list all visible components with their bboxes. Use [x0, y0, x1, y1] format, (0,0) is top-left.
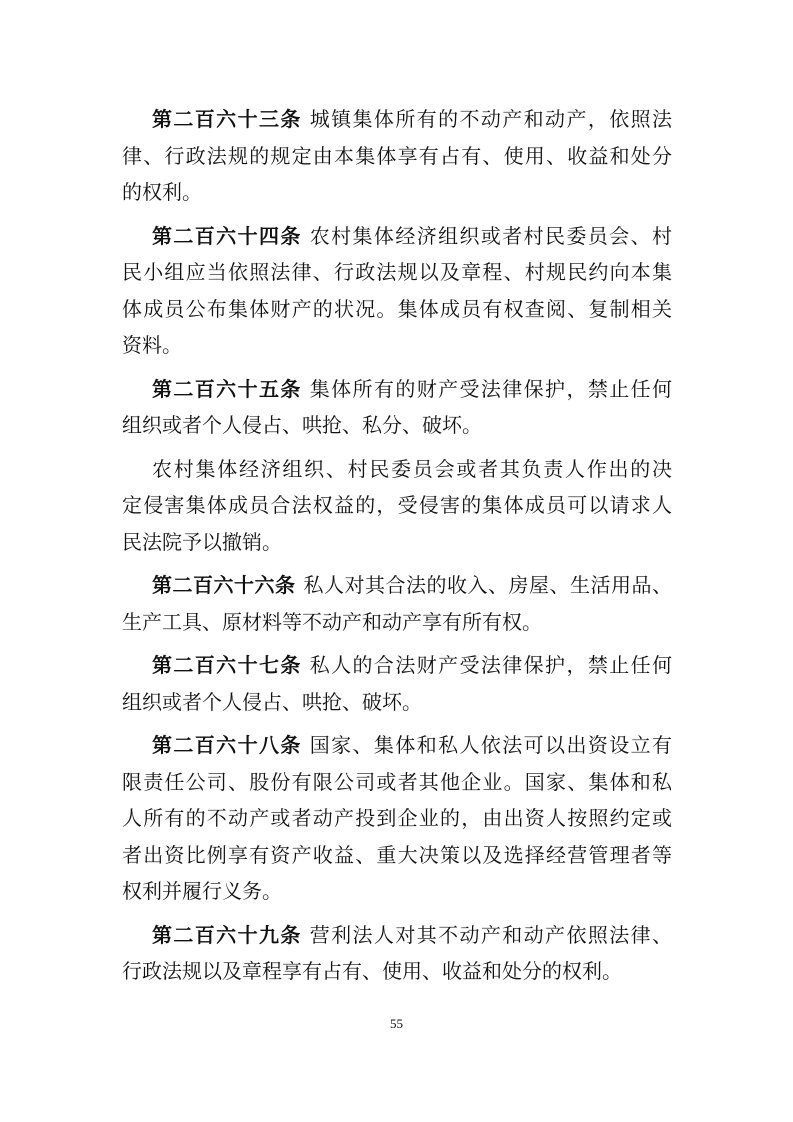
article-heading: 第二百六十五条: [152, 378, 302, 401]
text-line: 人所有的不动产或者动产投到企业的，由出资人按照约定或: [122, 808, 672, 830]
text-line: 行政法规以及章程享有占有、使用、收益和处分的权利。: [122, 961, 622, 983]
text-line: 律、行政法规的规定由本集体享有占有、使用、收益和处分: [122, 145, 672, 168]
page-number: 55: [390, 1016, 403, 1031]
article-first-line: [122, 648, 672, 685]
article-heading: 第二百六十九条: [152, 924, 302, 947]
text-line: 的权利。: [122, 182, 202, 204]
article-first-line: [122, 918, 672, 955]
article-text: 集体所有的财产受法律保护，禁止任何: [309, 378, 672, 401]
article-266: [122, 568, 672, 641]
article-first-line: [122, 728, 672, 765]
article-heading: 第二百六十七条: [152, 655, 302, 677]
paragraph-first-line: 农村集体经济组织、村民委员会或者其负责人作出的决: [152, 458, 672, 481]
text-line: 限责任公司、股份有限公司或者其他企业。国家、集体和私: [122, 771, 672, 794]
text-line: 体成员公布集体财产的状况。集体成员有权查阅、复制相关: [122, 298, 672, 321]
article-text: 营利法人对其不动产和动产依照法律、: [309, 924, 672, 947]
document-body: [122, 102, 672, 991]
text-line: 者出资比例享有资产收益、重大决策以及选择经营管理者等: [122, 844, 672, 867]
article-heading: 第二百六十四条: [152, 225, 302, 248]
article-first-line: [122, 219, 672, 256]
text-line: 资料。: [122, 335, 182, 357]
article-heading: 第二百六十六条: [152, 575, 296, 597]
text-line: 组织或者个人侵占、哄抢、私分、破坏。: [122, 415, 482, 437]
text-line: 生产工具、原材料等不动产和动产享有所有权。: [122, 611, 542, 634]
article-heading: 第二百六十三条: [152, 109, 302, 131]
text-line: 权利并履行义务。: [122, 881, 282, 903]
article-first-line: [122, 372, 672, 409]
article-265: [122, 372, 672, 445]
article-text: 农村集体经济组织或者村民委员会、村: [309, 225, 672, 248]
article-text: 私人的合法财产受法律保护，禁止任何: [309, 655, 672, 677]
text-line: 定侵害集体成员合法权益的，受侵害的集体成员可以请求人: [122, 495, 672, 517]
article-first-line: [122, 568, 672, 605]
article-263: [122, 102, 672, 212]
text-line: 民法院予以撤销。: [122, 531, 282, 554]
article-first-line: [122, 102, 672, 139]
text-line: 组织或者个人侵占、哄抢、破坏。: [122, 691, 422, 714]
article-268: [122, 728, 672, 911]
article-text: 私人对其合法的收入、房屋、生活用品、: [303, 575, 672, 597]
article-text: 国家、集体和私人依法可以出资设立有: [309, 735, 672, 757]
article-265-paragraph-2: [122, 452, 672, 562]
article-269: [122, 918, 672, 991]
article-heading: 第二百六十八条: [152, 735, 302, 757]
text-line: 民小组应当依照法律、行政法规以及章程、村规民约向本集: [122, 262, 672, 284]
article-text: 城镇集体所有的不动产和动产，依照法: [309, 109, 672, 131]
article-267: [122, 648, 672, 721]
article-264: [122, 219, 672, 365]
